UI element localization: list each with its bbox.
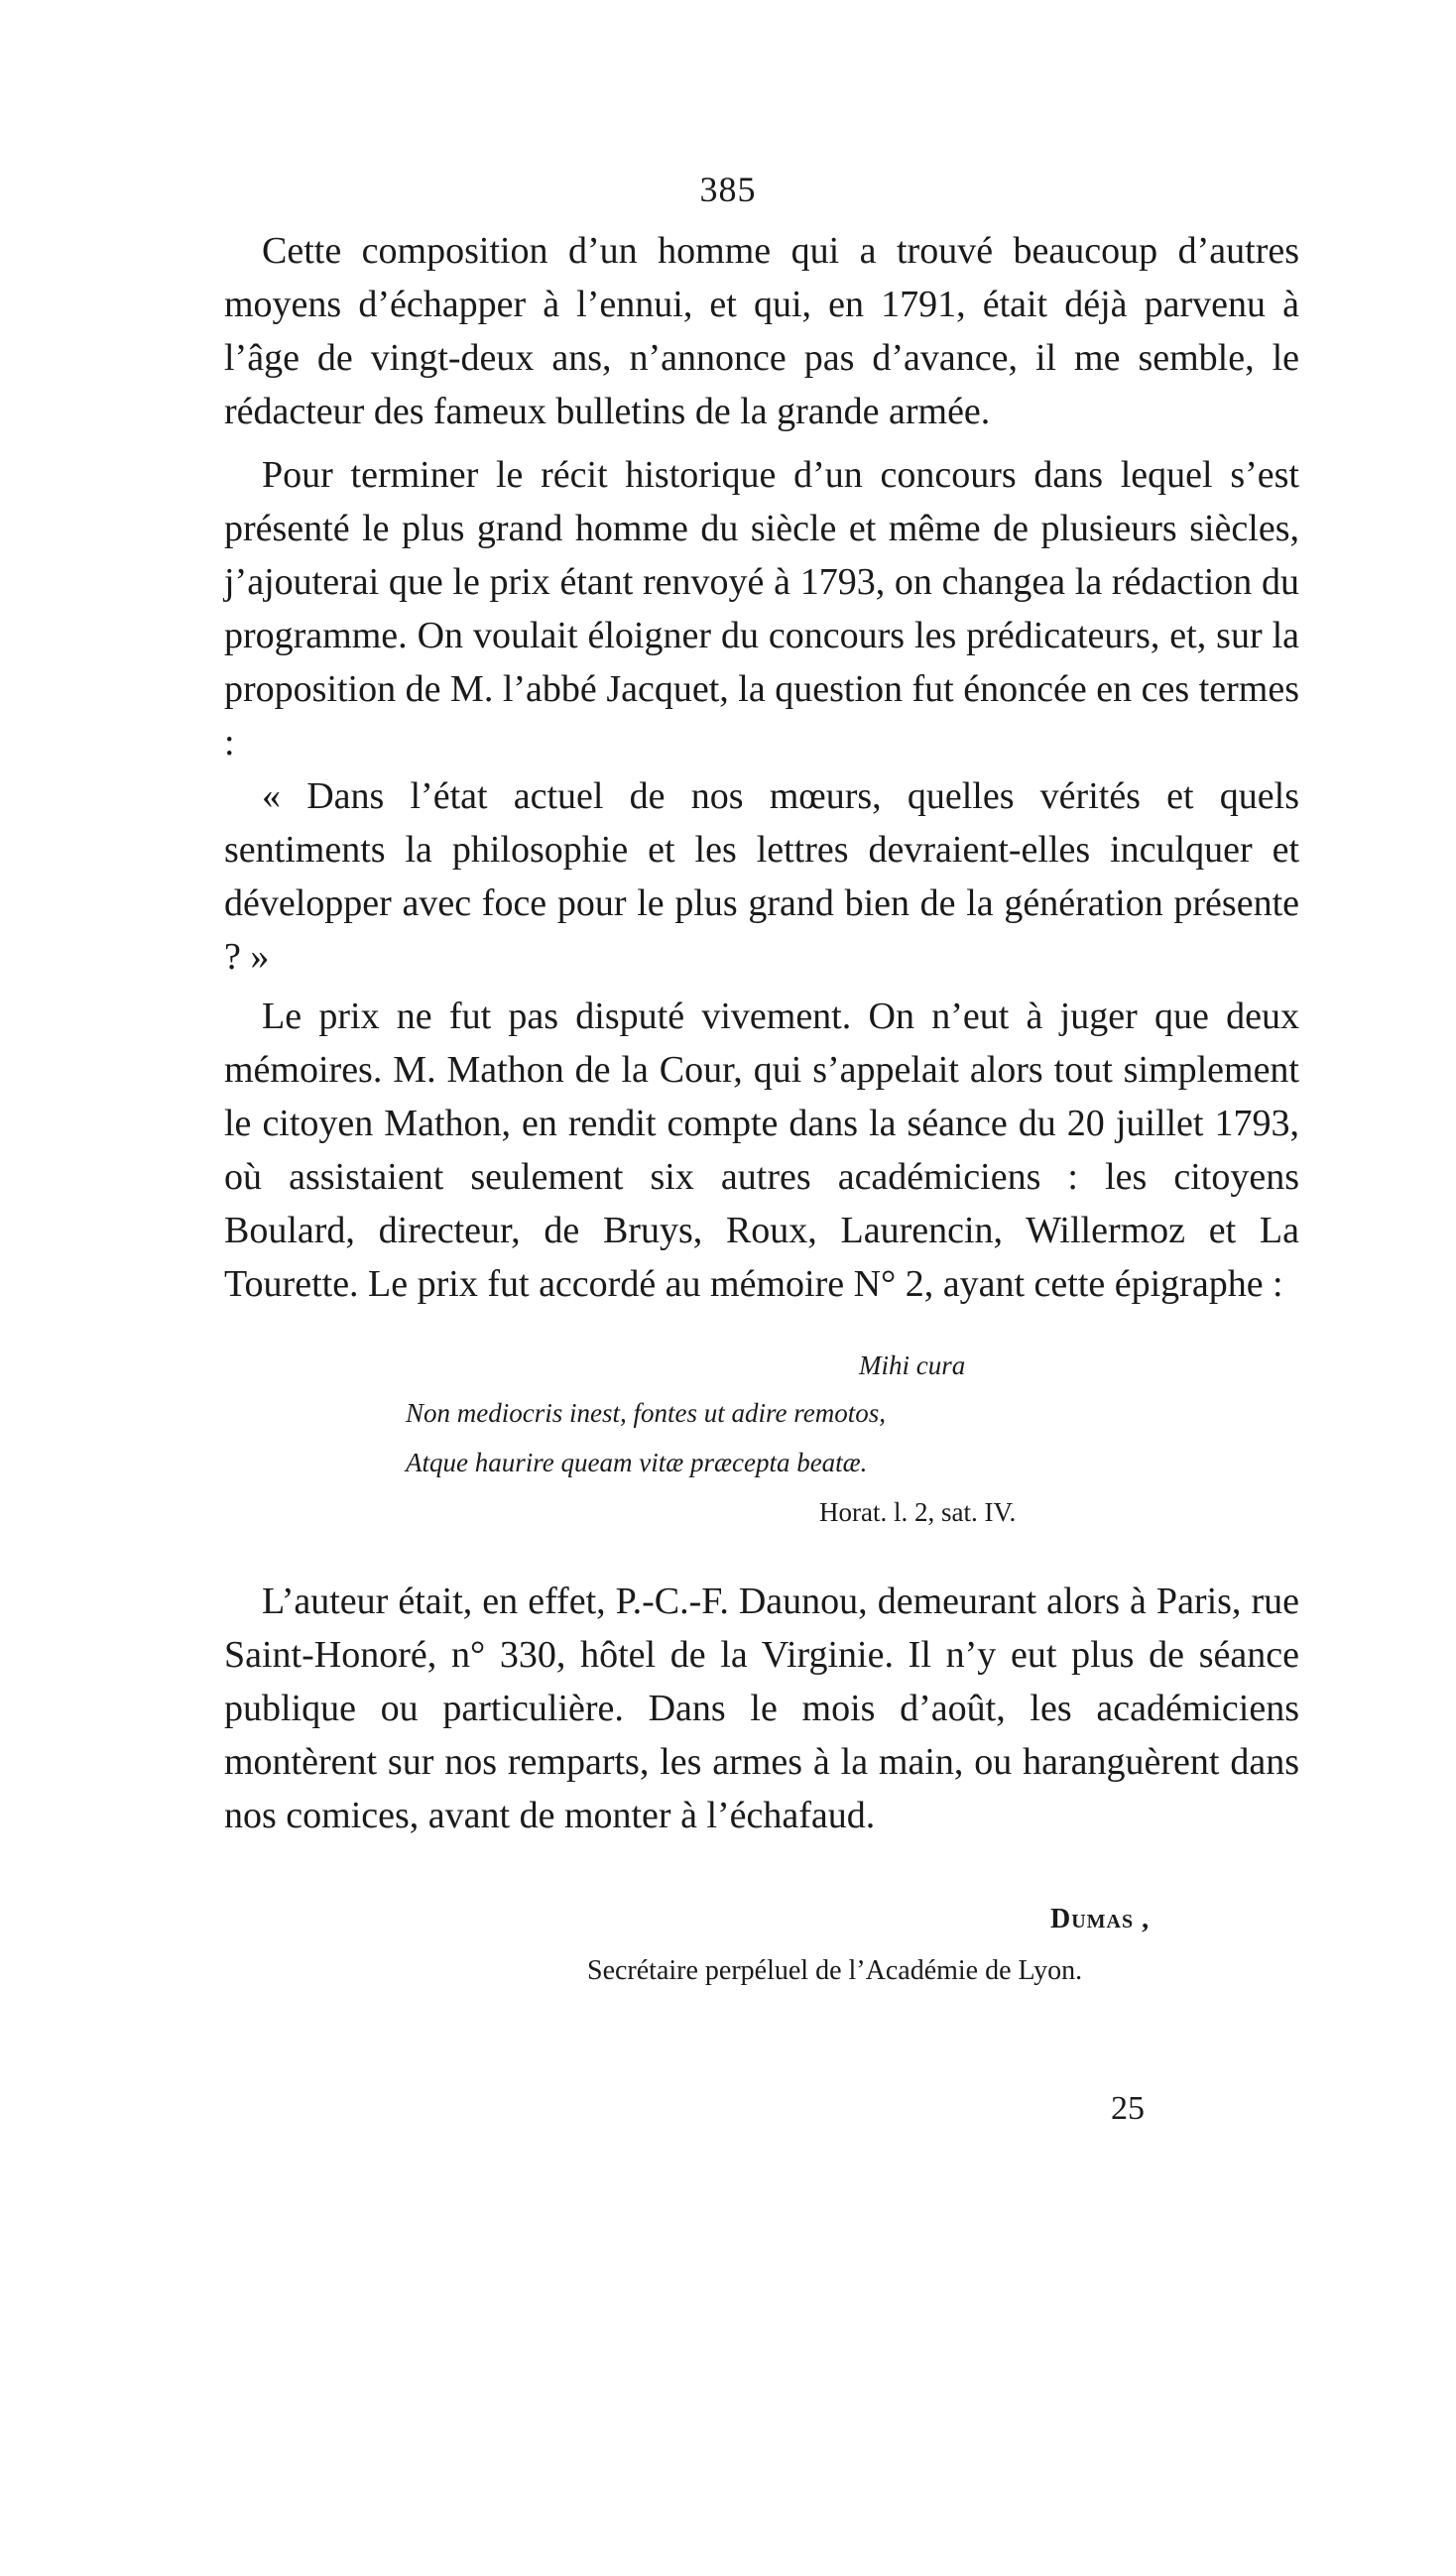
body-text (224, 224, 1299, 1842)
epigraph-citation: Horat. l. 2, sat. IV. (819, 1497, 1017, 1527)
gathering-signature-mark: 25 (1111, 2090, 1145, 2127)
paragraph-3-quote: « Dans l’état actuel de nos mœurs, quelles vérités et quels sentiments la philosophie et les lettres devraient-elles inculquer et développer avec foce pour le plus grand bien de la génération présente ? » (224, 775, 1299, 978)
epigraph (224, 1341, 1299, 1539)
paragraph-4: Le prix ne fut pas disputé vivement. On n’eut à juger que deux mémoires. M. Mathon de la Cour, qui s’appelait alors tout simplement le citoyen Mathon, en rendit compte dans la séance du 20 juillet 1793, où assistaient seulement six autres académiciens : les citoyens Boulard, directeur, de Bruys, Roux, Laurencin, Willermoz et La Tourette. Le prix fut accordé au mémoire N° 2, ayant cette épigraphe : (224, 995, 1299, 1305)
page-number: 385 (699, 170, 757, 209)
epigraph-line-3: Atque haurire queam vitæ præcepta beatæ. (406, 1448, 868, 1477)
signature-title: Secrétaire perpéluel de l’Académie de Lyon. (587, 1955, 1083, 1986)
signature-name: Dumas , (1050, 1904, 1151, 1934)
paragraph-2: Pour terminer le récit historique d’un concours dans lequel s’est présenté le plus grand homme du siècle et même de plusieurs siècles, j’ajouterai que le prix étant renvoyé à 1793, on changea la rédaction du programme. On voulait éloigner du concours les prédicateurs, et, sur la proposition de M. l’abbé Jacquet, la question fut énoncée en ces termes : (224, 454, 1299, 763)
epigraph-line-1: Mihi cura (859, 1350, 966, 1380)
paragraph-5: L’auteur était, en effet, P.-C.-F. Daunou, demeurant alors à Paris, rue Saint-Honoré, n° 330, hôtel de la Virginie. Il n’y eut plus de séance publique ou particulière. Dans le mois d’août, les académiciens montèrent sur nos remparts, les armes à la main, ou haranguèrent dans nos comices, avant de monter à l’échafaud. (224, 1581, 1299, 1836)
epigraph-line-2: Non mediocris inest, fontes ut adire remotos, (406, 1398, 886, 1428)
paragraph-1: Cette composition d’un homme qui a trouvé beaucoup d’autres moyens d’échapper à l’ennui, et qui, en 1791, était déjà parvenu à l’âge de vingt-deux ans, n’annonce pas d’avance, il me semble, le rédacteur des fameux bulletins de la grande armée. (224, 230, 1299, 432)
